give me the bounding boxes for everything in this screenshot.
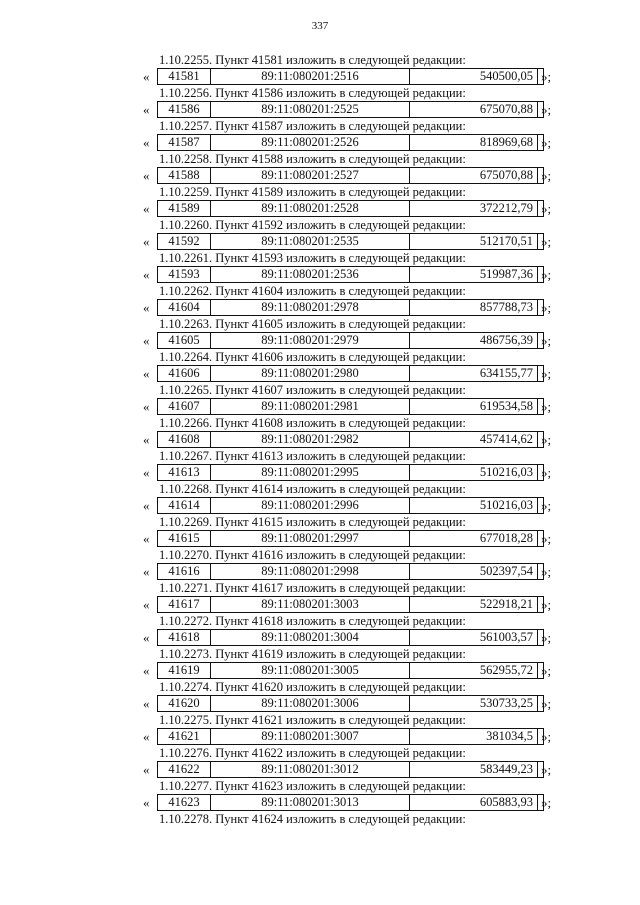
closing-quote: »; [541,531,552,546]
opening-quote: « [143,465,150,480]
amendment-table [157,728,544,745]
item-number-cell: 41613 [158,465,211,480]
amendment-entry [0,448,640,481]
amendment-heading: 1.10.2266. Пункт 41608 изложить в следующей редакции: [159,416,466,430]
entries-list [0,52,640,844]
amendment-heading: 1.10.2256. Пункт 41586 изложить в следующей редакции: [159,86,466,100]
amendment-table [157,68,544,85]
closing-quote: »; [541,168,552,183]
amendment-entry [0,52,640,85]
amendment-heading: 1.10.2255. Пункт 41581 изложить в следующей редакции: [159,53,466,67]
amendment-entry [0,514,640,547]
amendment-heading: 1.10.2263. Пункт 41605 изложить в следующей редакции: [159,317,466,331]
page-number: 337 [311,20,329,32]
opening-quote: « [143,498,150,513]
value-cell: 510216,03 [410,498,538,513]
amendment-entry [0,778,640,811]
opening-quote: « [143,399,150,414]
cadastral-number-cell: 89:11:080201:2536 [211,267,410,282]
item-number-cell: 41589 [158,201,211,216]
cadastral-number-cell: 89:11:080201:3007 [211,729,410,744]
amendment-row [0,761,640,778]
amendment-entry [0,613,640,646]
value-cell: 486756,39 [410,333,538,348]
cadastral-number-cell: 89:11:080201:2981 [211,399,410,414]
amendment-heading: 1.10.2271. Пункт 41617 изложить в следующей редакции: [159,581,466,595]
value-cell: 583449,23 [410,762,538,777]
closing-quote: »; [541,234,552,249]
amendment-entry [0,547,640,580]
value-cell: 561003,57 [410,630,538,645]
opening-quote: « [143,663,150,678]
amendment-entry [0,118,640,151]
cadastral-number-cell: 89:11:080201:2982 [211,432,410,447]
amendment-row [0,68,640,85]
amendment-heading: 1.10.2267. Пункт 41613 изложить в следующей редакции: [159,449,466,463]
amendment-entry [0,184,640,217]
value-cell: 519987,36 [410,267,538,282]
opening-quote: « [143,597,150,612]
amendment-row [0,299,640,316]
opening-quote: « [143,564,150,579]
amendment-table [157,365,544,382]
cadastral-number-cell: 89:11:080201:3006 [211,696,410,711]
amendment-table [157,563,544,580]
amendment-table [157,761,544,778]
closing-quote: »; [541,498,552,513]
amendment-table [157,200,544,217]
closing-quote: »; [541,333,552,348]
amendment-heading: 1.10.2257. Пункт 41587 изложить в следующей редакции: [159,119,466,133]
closing-quote: »; [541,432,552,447]
amendment-row [0,134,640,151]
item-number-cell: 41614 [158,498,211,513]
item-number-cell: 41593 [158,267,211,282]
opening-quote: « [143,795,150,810]
item-number-cell: 41581 [158,69,211,84]
amendment-table [157,299,544,316]
opening-quote: « [143,102,150,117]
amendment-row [0,728,640,745]
amendment-row [0,530,640,547]
amendment-row [0,167,640,184]
item-number-cell: 41607 [158,399,211,414]
value-cell: 512170,51 [410,234,538,249]
amendment-table [157,101,544,118]
amendment-table [157,464,544,481]
closing-quote: »; [541,696,552,711]
amendment-entry [0,712,640,745]
value-cell: 372212,79 [410,201,538,216]
item-number-cell: 41606 [158,366,211,381]
cadastral-number-cell: 89:11:080201:3004 [211,630,410,645]
amendment-row [0,464,640,481]
item-number-cell: 41616 [158,564,211,579]
opening-quote: « [143,432,150,447]
amendment-heading: 1.10.2265. Пункт 41607 изложить в следующей редакции: [159,383,466,397]
closing-quote: »; [541,663,552,678]
amendment-entry [0,85,640,118]
closing-quote: »; [541,102,552,117]
value-cell: 457414,62 [410,432,538,447]
cadastral-number-cell: 89:11:080201:2535 [211,234,410,249]
amendment-entry [0,250,640,283]
amendment-entry [0,646,640,679]
amendment-entry [0,679,640,712]
item-number-cell: 41605 [158,333,211,348]
opening-quote: « [143,300,150,315]
amendment-table [157,431,544,448]
value-cell: 818969,68 [410,135,538,150]
amendment-table [157,629,544,646]
amendment-row [0,431,640,448]
amendment-table [157,398,544,415]
amendment-heading: 1.10.2268. Пункт 41614 изложить в следующей редакции: [159,482,466,496]
opening-quote: « [143,69,150,84]
amendment-row [0,662,640,679]
amendment-entry [0,481,640,514]
amendment-entry [0,415,640,448]
cadastral-number-cell: 89:11:080201:2526 [211,135,410,150]
item-number-cell: 41621 [158,729,211,744]
opening-quote: « [143,696,150,711]
cadastral-number-cell: 89:11:080201:2979 [211,333,410,348]
amendment-row [0,497,640,514]
amendment-heading: 1.10.2261. Пункт 41593 изложить в следующей редакции: [159,251,466,265]
closing-quote: »; [541,300,552,315]
amendment-heading: 1.10.2275. Пункт 41621 изложить в следующей редакции: [159,713,466,727]
amendment-entry [0,283,640,316]
amendment-table [157,695,544,712]
value-cell: 502397,54 [410,564,538,579]
value-cell: 381034,5 [410,729,538,744]
item-number-cell: 41615 [158,531,211,546]
amendment-table [157,794,544,811]
amendment-row [0,266,640,283]
amendment-row [0,563,640,580]
amendment-entry [0,349,640,382]
closing-quote: »; [541,630,552,645]
cadastral-number-cell: 89:11:080201:2525 [211,102,410,117]
closing-quote: »; [541,201,552,216]
amendment-table [157,596,544,613]
closing-quote: »; [541,465,552,480]
closing-quote: »; [541,267,552,282]
amendment-table [157,497,544,514]
cadastral-number-cell: 89:11:080201:2997 [211,531,410,546]
amendment-entry [0,745,640,778]
cadastral-number-cell: 89:11:080201:3012 [211,762,410,777]
amendment-heading: 1.10.2264. Пункт 41606 изложить в следующей редакции: [159,350,466,364]
item-number-cell: 41608 [158,432,211,447]
amendment-table [157,332,544,349]
amendment-heading: 1.10.2259. Пункт 41589 изложить в следующей редакции: [159,185,466,199]
cadastral-number-cell: 89:11:080201:2980 [211,366,410,381]
amendment-entry [0,151,640,184]
cadastral-number-cell: 89:11:080201:2516 [211,69,410,84]
value-cell: 510216,03 [410,465,538,480]
value-cell: 522918,21 [410,597,538,612]
amendment-table [157,530,544,547]
amendment-row [0,365,640,382]
amendment-row [0,200,640,217]
item-number-cell: 41622 [158,762,211,777]
opening-quote: « [143,201,150,216]
item-number-cell: 41604 [158,300,211,315]
amendment-row [0,332,640,349]
item-number-cell: 41618 [158,630,211,645]
amendment-heading: 1.10.2269. Пункт 41615 изложить в следующей редакции: [159,515,466,529]
amendment-heading: 1.10.2262. Пункт 41604 изложить в следующей редакции: [159,284,466,298]
amendment-row [0,695,640,712]
amendment-entry [0,382,640,415]
value-cell: 605883,93 [410,795,538,810]
amendment-table [157,134,544,151]
value-cell: 675070,88 [410,168,538,183]
amendment-entry [0,217,640,250]
closing-quote: »; [541,564,552,579]
item-number-cell: 41623 [158,795,211,810]
item-number-cell: 41588 [158,168,211,183]
value-cell: 530733,25 [410,696,538,711]
opening-quote: « [143,168,150,183]
closing-quote: »; [541,795,552,810]
value-cell: 562955,72 [410,663,538,678]
opening-quote: « [143,366,150,381]
closing-quote: »; [541,135,552,150]
amendment-entry [0,811,640,844]
value-cell: 634155,77 [410,366,538,381]
closing-quote: »; [541,366,552,381]
opening-quote: « [143,333,150,348]
value-cell: 619534,58 [410,399,538,414]
cadastral-number-cell: 89:11:080201:3005 [211,663,410,678]
amendment-heading: 1.10.2277. Пункт 41623 изложить в следующей редакции: [159,779,466,793]
cadastral-number-cell: 89:11:080201:2528 [211,201,410,216]
amendment-heading: 1.10.2272. Пункт 41618 изложить в следующей редакции: [159,614,466,628]
closing-quote: »; [541,762,552,777]
opening-quote: « [143,135,150,150]
amendment-heading: 1.10.2274. Пункт 41620 изложить в следующей редакции: [159,680,466,694]
item-number-cell: 41587 [158,135,211,150]
cadastral-number-cell: 89:11:080201:2978 [211,300,410,315]
value-cell: 857788,73 [410,300,538,315]
item-number-cell: 41592 [158,234,211,249]
amendment-row [0,629,640,646]
opening-quote: « [143,762,150,777]
amendment-heading: 1.10.2270. Пункт 41616 изложить в следующей редакции: [159,548,466,562]
amendment-table [157,233,544,250]
opening-quote: « [143,729,150,744]
opening-quote: « [143,267,150,282]
item-number-cell: 41619 [158,663,211,678]
amendment-row [0,233,640,250]
cadastral-number-cell: 89:11:080201:2996 [211,498,410,513]
amendment-entry [0,316,640,349]
amendment-heading: 1.10.2273. Пункт 41619 изложить в следующей редакции: [159,647,466,661]
amendment-row [0,101,640,118]
amendment-row [0,398,640,415]
amendment-table [157,662,544,679]
closing-quote: »; [541,399,552,414]
amendment-heading: 1.10.2258. Пункт 41588 изложить в следующей редакции: [159,152,466,166]
amendment-table [157,167,544,184]
closing-quote: »; [541,729,552,744]
value-cell: 677018,28 [410,531,538,546]
cadastral-number-cell: 89:11:080201:3003 [211,597,410,612]
cadastral-number-cell: 89:11:080201:2995 [211,465,410,480]
amendment-table [157,266,544,283]
opening-quote: « [143,531,150,546]
amendment-row [0,794,640,811]
amendment-heading: 1.10.2278. Пункт 41624 изложить в следующей редакции: [159,812,466,826]
amendment-heading: 1.10.2276. Пункт 41622 изложить в следующей редакции: [159,746,466,760]
amendment-row [0,596,640,613]
value-cell: 675070,88 [410,102,538,117]
opening-quote: « [143,630,150,645]
opening-quote: « [143,234,150,249]
value-cell: 540500,05 [410,69,538,84]
amendment-entry [0,580,640,613]
amendment-heading: 1.10.2260. Пункт 41592 изложить в следующей редакции: [159,218,466,232]
closing-quote: »; [541,597,552,612]
cadastral-number-cell: 89:11:080201:2998 [211,564,410,579]
closing-quote: »; [541,69,552,84]
item-number-cell: 41586 [158,102,211,117]
item-number-cell: 41620 [158,696,211,711]
item-number-cell: 41617 [158,597,211,612]
cadastral-number-cell: 89:11:080201:2527 [211,168,410,183]
cadastral-number-cell: 89:11:080201:3013 [211,795,410,810]
